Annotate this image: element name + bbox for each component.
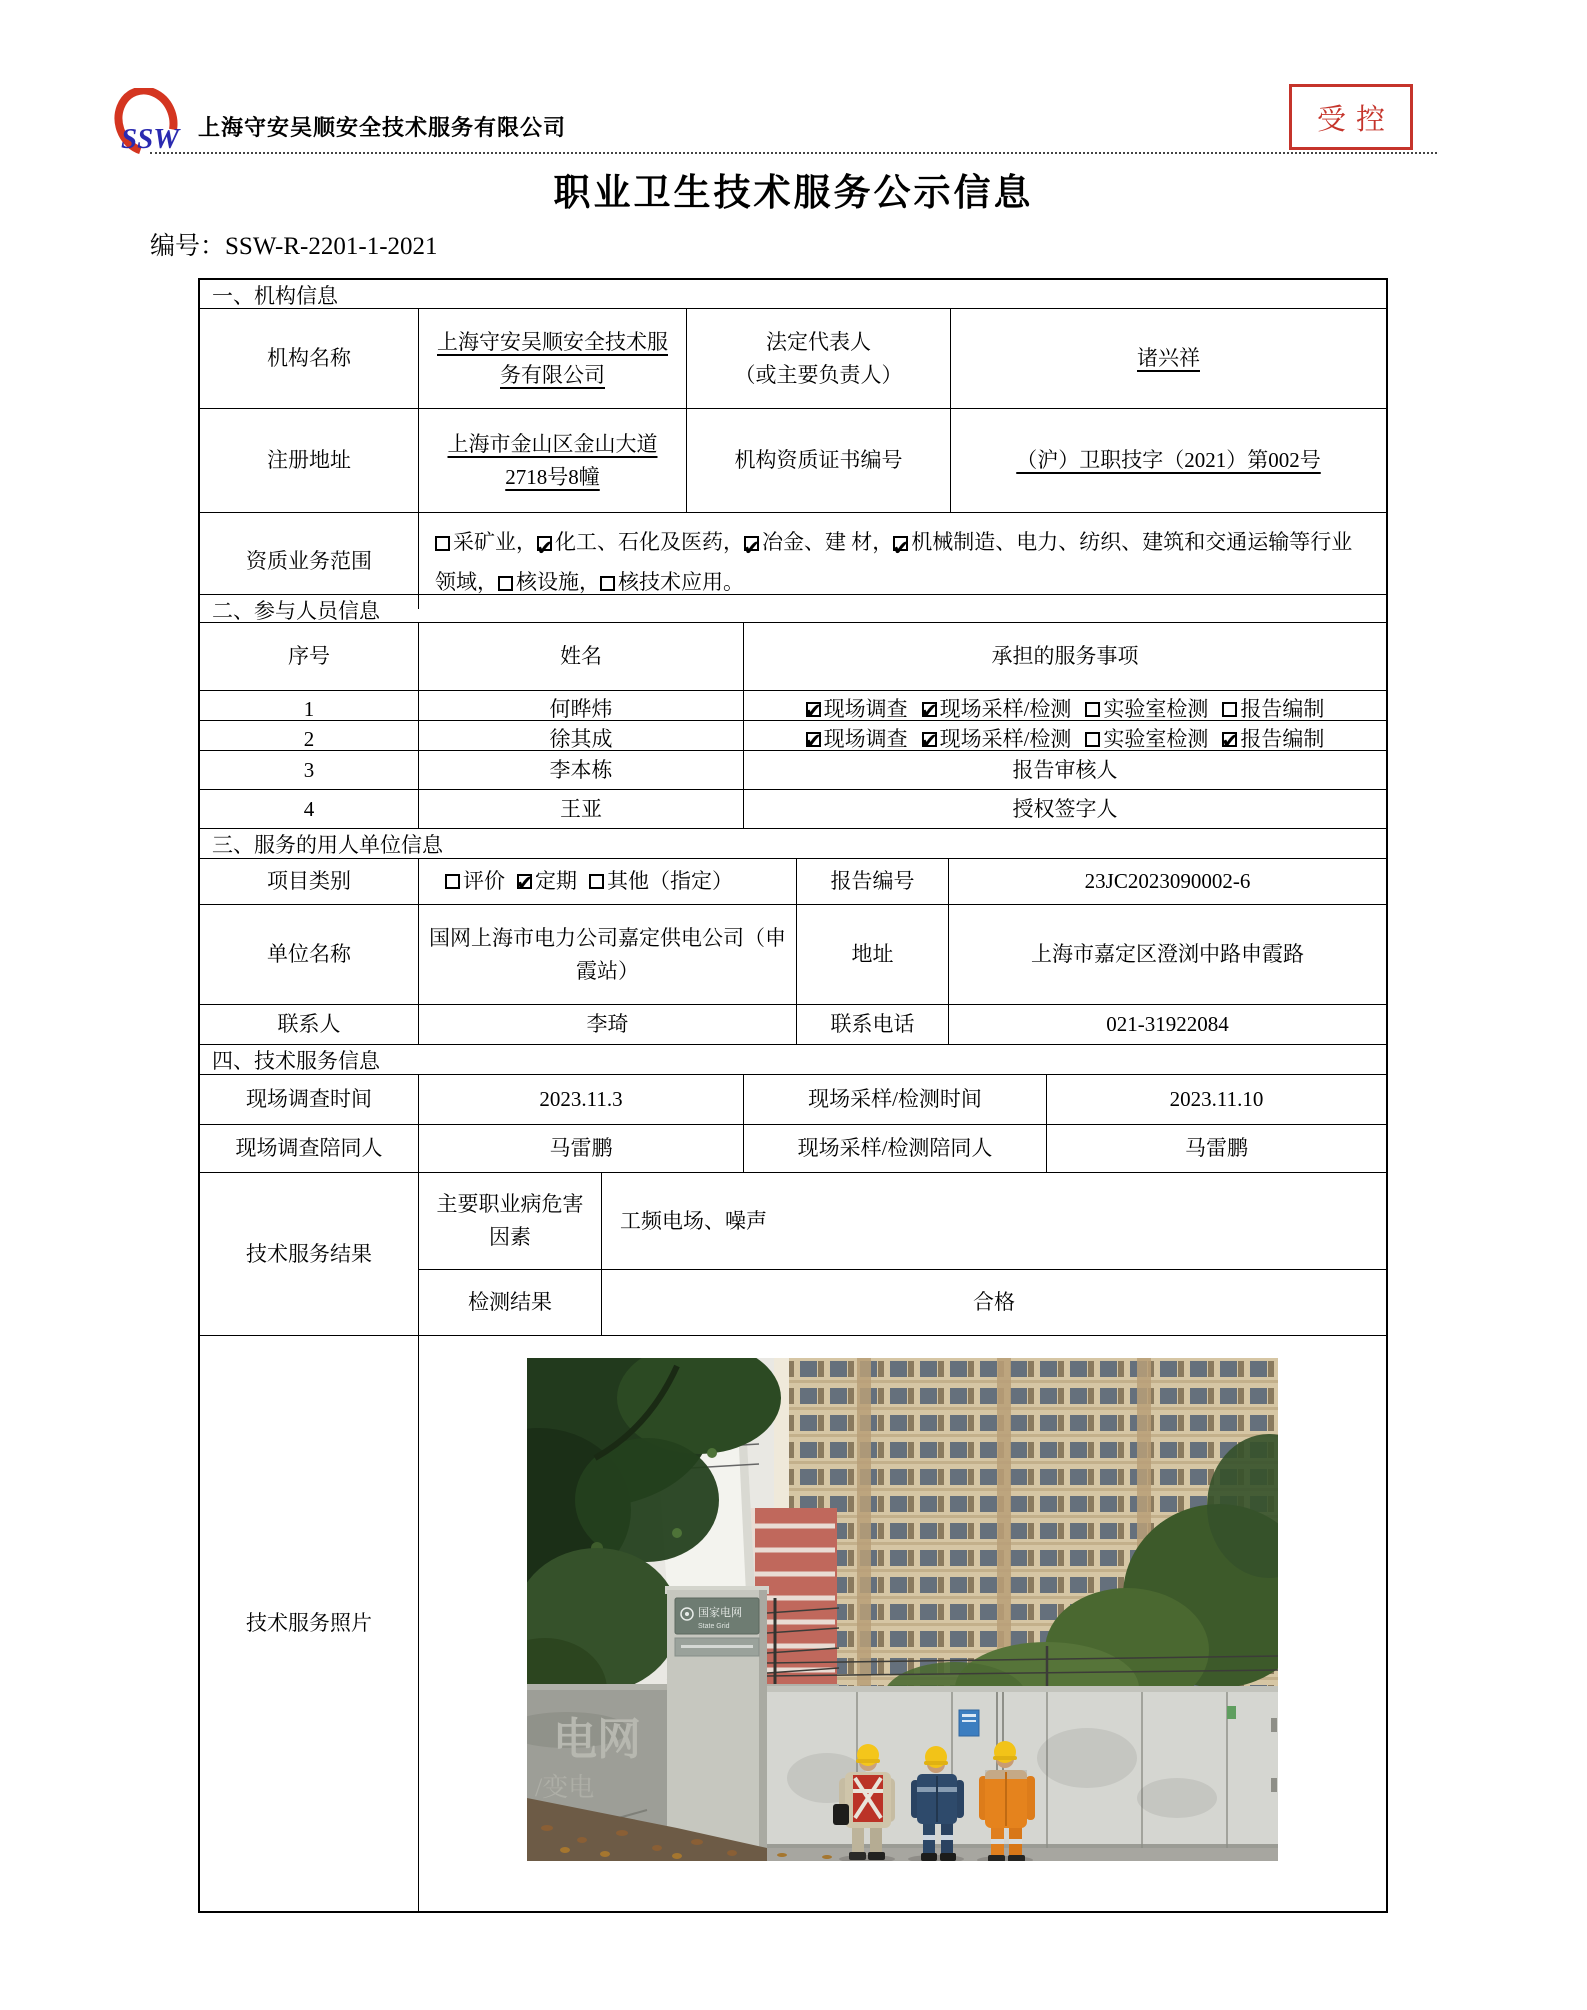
- person-name: 徐其成: [418, 721, 743, 758]
- service-item-text: 现场采样/检测: [939, 697, 1072, 721]
- checkbox-icon: [922, 702, 937, 717]
- person-name: 何晔炜: [418, 691, 743, 728]
- svg-text:电网: 电网: [553, 1715, 641, 1764]
- doc-number-value: SSW-R-2201-1-2021: [225, 233, 438, 260]
- people-col-service: 承担的服务事项: [743, 623, 1386, 690]
- section-title-org: 一、机构信息: [212, 284, 338, 308]
- org-name-label: 机构名称: [267, 346, 351, 371]
- unit-addr-value: 上海市嘉定区澄浏中路申霞路: [948, 905, 1386, 1004]
- sampling-escort-value: 马雷鹏: [1046, 1125, 1386, 1172]
- legal-rep-label: [686, 309, 950, 408]
- section-title-people: 二、参与人员信息: [212, 599, 380, 623]
- checkbox-icon: [806, 732, 821, 747]
- people-col-no: 序号: [288, 644, 330, 669]
- person-no: 2: [303, 727, 315, 751]
- reg-addr-label: 注册地址: [267, 448, 351, 473]
- type-item-text: 其他（指定）: [607, 869, 733, 894]
- table-row: [200, 690, 1386, 720]
- svg-text:国家电网: 国家电网: [698, 1607, 742, 1619]
- person-no: 3: [303, 757, 315, 782]
- type-item-text: 定期: [535, 869, 577, 894]
- service-item-text: 报告编制: [1240, 727, 1325, 751]
- survey-escort-label: 现场调查陪同人: [235, 1136, 383, 1161]
- table-row: [200, 720, 1386, 750]
- checkbox-icon: [445, 874, 460, 889]
- person-service-text: 授权签字人: [743, 790, 1386, 828]
- section-title-service: 四、技术服务信息: [212, 1049, 380, 1073]
- sampling-time-value: 2023.11.10: [1046, 1075, 1386, 1124]
- company-name: 上海守安吴顺安全技术服务有限公司: [198, 115, 567, 140]
- scope-item-text: 机械制造、电力、纺织、建筑和交通运输等行业领域，: [435, 530, 1353, 594]
- report-no-value: 23JC2023090002-6: [948, 859, 1386, 904]
- person-no: 1: [303, 697, 315, 721]
- people-col-name: 姓名: [418, 623, 743, 690]
- doc-number-label: 编号：: [150, 233, 226, 260]
- scope-item: [498, 570, 600, 594]
- cert-no-value: （沪）卫职技字（2021）第002号: [950, 409, 1386, 512]
- test-result-value: 合格: [601, 1269, 1386, 1335]
- checkbox-icon: [922, 732, 937, 747]
- reg-addr-value: 上海市金山区金山大道2718号8幢: [418, 409, 686, 512]
- checkbox-icon: [589, 874, 604, 889]
- scope-item: [435, 530, 537, 554]
- scope-item: [600, 570, 744, 594]
- scope-label: 资质业务范围: [246, 548, 372, 573]
- table-row: [200, 789, 1386, 828]
- table-row: [200, 750, 1386, 789]
- unit-name-label: 单位名称: [267, 942, 351, 967]
- survey-escort-value: 马雷鹏: [418, 1125, 743, 1172]
- unit-addr-label: 地址: [796, 905, 948, 1004]
- hazard-label: 主要职业病危害因素: [418, 1173, 601, 1269]
- person-service-text: 报告审核人: [743, 751, 1386, 789]
- controlled-stamp: 受控: [1289, 84, 1413, 150]
- service-item-text: 现场调查: [823, 697, 908, 721]
- service-item-text: 实验室检测: [1103, 727, 1209, 751]
- person-no: 4: [303, 796, 315, 821]
- svg-text:SSW: SSW: [121, 123, 180, 155]
- section-title-client: 三、服务的用人单位信息: [212, 833, 443, 857]
- info-table: [198, 278, 1388, 1913]
- person-name: 王亚: [418, 790, 743, 828]
- ssw-logo-icon: [108, 88, 192, 158]
- sampling-escort-label: 现场采样/检测陪同人: [743, 1125, 1046, 1172]
- contact-value: 李琦: [418, 1005, 796, 1044]
- scope-item: [537, 530, 744, 554]
- legal-rep-label-line1: 法定代表人: [766, 329, 871, 354]
- survey-time-value: 2023.11.3: [418, 1075, 743, 1124]
- unit-name-value: 国网上海市电力公司嘉定供电公司（申霞站）: [418, 905, 796, 1004]
- page-title: 职业卫生技术服务公示信息: [553, 173, 1034, 214]
- checkbox-icon: [1222, 732, 1237, 747]
- phone-label: 联系电话: [796, 1005, 948, 1044]
- checkbox-icon: [1222, 702, 1237, 717]
- legal-rep-value: 诸兴祥: [950, 309, 1386, 408]
- service-item-text: 现场调查: [823, 727, 908, 751]
- checkbox-icon: [498, 576, 513, 591]
- scope-item: [744, 530, 893, 554]
- type-item-text: 评价: [463, 869, 505, 894]
- contact-label: 联系人: [277, 1012, 341, 1037]
- svg-text:/变电: /变电: [535, 1773, 595, 1802]
- scope-item-text: 采矿业，: [453, 530, 537, 554]
- type-item: [445, 865, 505, 898]
- sampling-time-label: 现场采样/检测时间: [743, 1075, 1046, 1124]
- photo-label: 技术服务照片: [246, 1611, 372, 1636]
- checkbox-icon: [744, 536, 759, 551]
- checkbox-icon: [517, 874, 532, 889]
- service-result-label: 技术服务结果: [246, 1241, 372, 1266]
- svg-text:State Grid: State Grid: [698, 1623, 730, 1630]
- type-item: [589, 865, 733, 898]
- scope-item-text: 冶金、建 材，: [762, 530, 894, 554]
- service-item-text: 实验室检测: [1103, 697, 1209, 721]
- project-type-value: [418, 859, 796, 904]
- checkbox-icon: [893, 536, 908, 551]
- scope-item-text: 核技术应用。: [618, 569, 744, 594]
- photo-cell: [418, 1336, 1386, 1911]
- service-item-text: 现场采样/检测: [939, 727, 1072, 751]
- org-name-value: 上海守安吴顺安全技术服务有限公司: [418, 309, 686, 408]
- report-no-label: 报告编号: [796, 859, 948, 904]
- type-item: [517, 865, 577, 898]
- scope-item-text: 化工、石化及医药，: [555, 530, 744, 554]
- service-item-text: 报告编制: [1240, 697, 1325, 721]
- scope-item-text: 核设施，: [516, 569, 600, 594]
- doc-number: [150, 226, 438, 262]
- checkbox-icon: [435, 536, 450, 551]
- legal-rep-label-line2: （或主要负责人）: [734, 362, 903, 387]
- test-result-label: 检测结果: [418, 1269, 601, 1335]
- hazard-value: 工频电场、噪声: [601, 1173, 1386, 1269]
- person-name: 李本栋: [418, 751, 743, 789]
- technical-service-photo: [527, 1358, 1278, 1861]
- checkbox-icon: [806, 702, 821, 717]
- checkbox-icon: [1085, 732, 1100, 747]
- cert-no-label: 机构资质证书编号: [686, 409, 950, 512]
- page-header: [121, 68, 1437, 155]
- phone-value: 021-31922084: [948, 1005, 1386, 1044]
- checkbox-icon: [1085, 702, 1100, 717]
- checkbox-icon: [537, 536, 552, 551]
- checkbox-icon: [600, 576, 615, 591]
- project-type-label: 项目类别: [267, 869, 351, 894]
- survey-time-label: 现场调查时间: [246, 1087, 372, 1112]
